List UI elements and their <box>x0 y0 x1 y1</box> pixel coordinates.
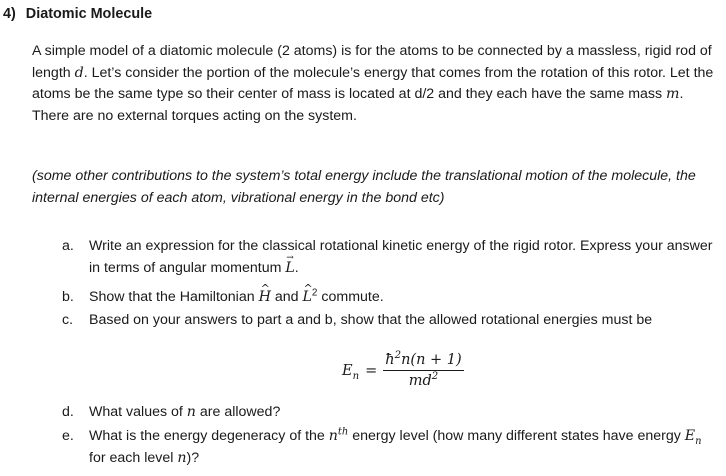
denominator-md: md <box>408 373 432 389</box>
part-e-label: e. <box>62 428 74 444</box>
note-paragraph: (some other contributions to the system’s total energy include the translational motion of the molecule, the internal energies of each atom, vibrational energy in the bond etc) <box>32 168 696 206</box>
vector-L-symbol: → L <box>285 258 294 280</box>
var-n: n <box>186 404 196 420</box>
formula-E: E <box>342 362 353 379</box>
intro-text-3: . There are no external torques acting on the system. <box>32 86 684 124</box>
part-e-text-4: )? <box>186 449 200 466</box>
formula-subscript-n: n <box>352 370 360 382</box>
var-n: n <box>328 428 338 444</box>
formula-denominator <box>409 371 439 389</box>
part-d-label: d. <box>62 404 74 420</box>
L-exponent: 2 <box>311 287 318 299</box>
superscript-th: th <box>337 426 349 438</box>
part-d-text-1: What values of <box>89 404 187 420</box>
part-b-text <box>89 287 722 309</box>
part-e-text-2: energy level (how many different states have energy <box>348 428 685 444</box>
formula-fraction <box>383 352 463 389</box>
part-b-text-1: Show that the Hamiltonian <box>89 289 259 305</box>
part-b-text-3: commute. <box>317 289 384 305</box>
part-e-text <box>89 426 722 469</box>
part-c-text: Based on your answers to part a and b, show that the allowed rotational energies must be <box>89 312 653 328</box>
part-a-text-1: Write an expression for the classical rotational kinetic energy of the rigid rotor. Express your answer in terms of angular momentum <box>89 238 713 276</box>
part-a-text <box>89 236 722 279</box>
part-a-text-2: . <box>294 259 299 276</box>
part-c-label: c. <box>62 312 74 328</box>
problem-heading <box>3 6 152 22</box>
intro-paragraph <box>32 41 722 127</box>
subscript-n: n <box>695 435 702 447</box>
formula-numerator <box>383 352 463 371</box>
hbar-exponent: 2 <box>394 350 402 362</box>
part-b-text-2: and <box>270 289 303 305</box>
problem-number: 4) <box>3 6 16 22</box>
part-b-label: b. <box>62 289 74 305</box>
var-n: n <box>177 449 187 466</box>
formula-equals: = <box>365 362 378 379</box>
hbar-symbol: ħ <box>385 352 395 368</box>
var-d: d <box>74 64 84 81</box>
part-a-label: a. <box>62 238 74 254</box>
formula-lhs <box>342 362 360 382</box>
part-d-text <box>89 402 722 424</box>
hamiltonian-operator-symbol: ^ H <box>259 287 271 309</box>
energy-formula <box>342 352 464 389</box>
part-d-text-2: are allowed? <box>195 404 281 420</box>
denominator-exponent: 2 <box>431 371 439 383</box>
intro-text-1: A simple model of a diatomic molecule (2 atoms) is for the atoms to be connected by a massless, rigid rod of length <box>32 43 712 81</box>
var-E: E <box>684 428 696 444</box>
part-e-text-3: for each level <box>89 449 178 466</box>
numerator-n-term: n(n + 1) <box>401 352 462 368</box>
part-e-text-1: What is the energy degeneracy of the <box>89 428 329 444</box>
problem-title: Diatomic Molecule <box>25 6 153 22</box>
L-operator-symbol: ^ L <box>303 287 312 309</box>
intro-text-2: . Let’s consider the portion of the molecule’s energy that comes from the rotation of this rotor. Let the atoms be the same type so their center of mass is located at d/2 and they each have the same mass <box>32 64 714 102</box>
var-m: m <box>666 86 680 102</box>
